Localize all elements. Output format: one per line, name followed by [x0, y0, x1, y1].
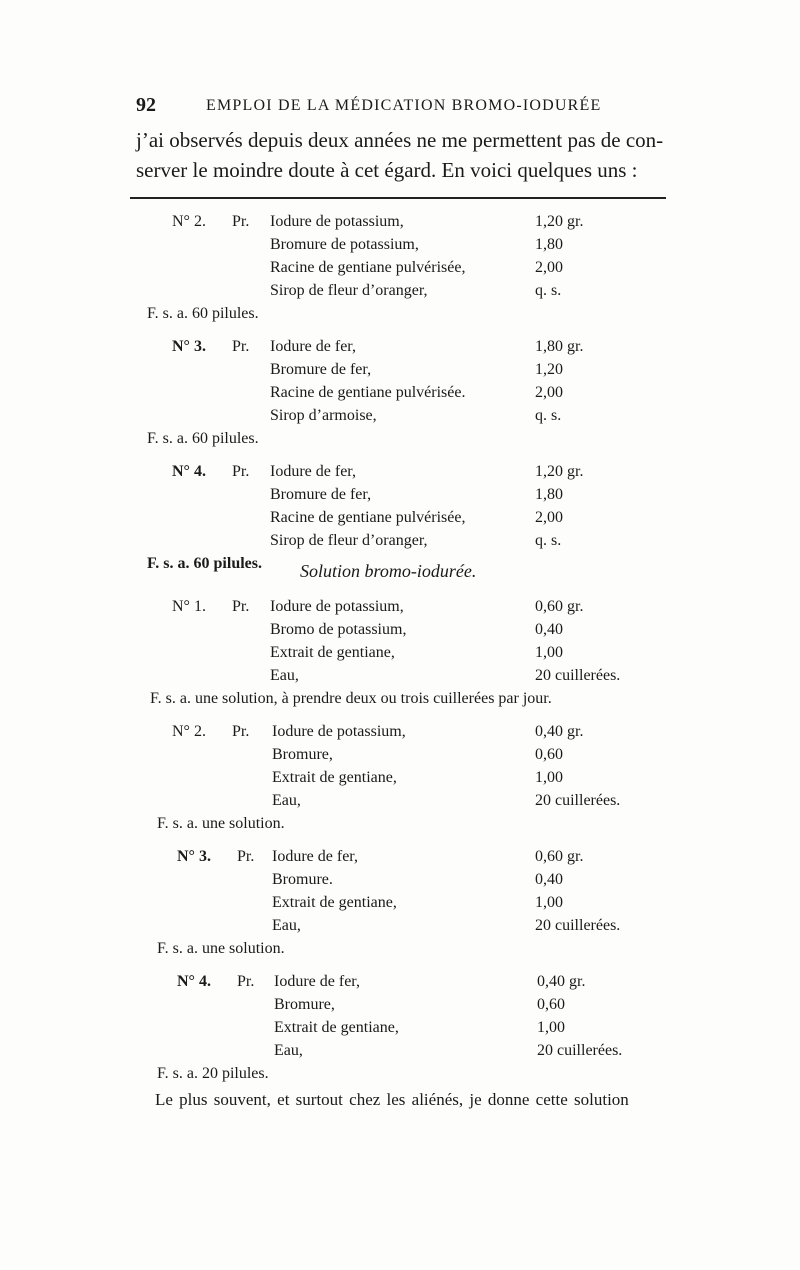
formula-instruction: F. s. a. une solution.	[157, 815, 285, 832]
formula-pr: Pr.	[232, 463, 250, 480]
closing-paragraph: Le plus souvent, et surtout chez les aliénés, je donne cette solution	[155, 1090, 629, 1109]
ingredient-name: Iodure de fer,	[270, 338, 356, 355]
formula-pr: Pr.	[232, 338, 250, 355]
formula-number: N° 2.	[172, 213, 206, 230]
ingredient-qty: 0,60 gr.	[535, 848, 584, 865]
formula-number: N° 3.	[172, 338, 206, 355]
formula-pr: Pr.	[232, 213, 250, 230]
ingredient-name: Iodure de fer,	[272, 848, 358, 865]
ingredient-qty: 1,00	[535, 644, 563, 661]
ingredient-qty: 1,80	[535, 236, 563, 253]
ingredient-qty: q. s.	[535, 532, 562, 549]
ingredient-qty: 0,40 gr.	[535, 723, 584, 740]
ingredient-qty: 2,00	[535, 509, 563, 526]
ingredient-name: Iodure de potassium,	[270, 213, 404, 230]
ingredient-qty: 1,80 gr.	[535, 338, 584, 355]
ingredient-name: Iodure de fer,	[270, 463, 356, 480]
formula-number: N° 1.	[172, 598, 206, 615]
ingredient-qty: 1,20	[535, 361, 563, 378]
formula-instruction: F. s. a. 60 pilules.	[147, 555, 262, 572]
formula-number: N° 2.	[172, 723, 206, 740]
ingredient-name: Bromure de potassium,	[270, 236, 419, 253]
ingredient-name: Extrait de gentiane,	[270, 644, 395, 661]
ingredient-qty: 20 cuillerées.	[535, 667, 621, 684]
formula-pr: Pr.	[237, 848, 255, 865]
formula-instruction: F. s. a. une solution.	[157, 940, 285, 957]
formula-instruction: F. s. a. 60 pilules.	[147, 305, 259, 322]
ingredient-name: Extrait de gentiane,	[274, 1019, 399, 1036]
page-number: 92	[136, 94, 156, 116]
formula-instruction: F. s. a. 60 pilules.	[147, 430, 259, 447]
page-header	[136, 94, 666, 120]
intro-line-2: server le moindre doute à cet égard. En voici quelques uns :	[136, 158, 638, 182]
ingredient-qty: 0,60	[535, 746, 563, 763]
ingredient-name: Bromure de fer,	[270, 361, 372, 378]
ingredient-name: Eau,	[270, 667, 299, 684]
section-subtitle: Solution bromo-iodurée.	[300, 561, 477, 581]
ingredient-qty: 0,60	[537, 996, 565, 1013]
ingredient-qty: 0,40	[535, 621, 563, 638]
ingredient-qty: 0,40 gr.	[537, 973, 586, 990]
ingredient-qty: 1,20 gr.	[535, 463, 584, 480]
ingredient-name: Racine de gentiane pulvérisée.	[270, 384, 466, 401]
running-title: EMPLOI DE LA MÉDICATION BROMO-IODURÉE	[206, 97, 602, 114]
ingredient-name: Iodure de potassium,	[270, 598, 404, 615]
ingredient-qty: 1,00	[535, 769, 563, 786]
ingredient-qty: 0,40	[535, 871, 563, 888]
formula-pr: Pr.	[232, 598, 250, 615]
ingredient-name: Bromure.	[272, 871, 333, 888]
ingredient-qty: 1,80	[535, 486, 563, 503]
ingredient-qty: 1,20 gr.	[535, 213, 584, 230]
ingredient-name: Bromo de potassium,	[270, 621, 407, 638]
formula-instruction: F. s. a. 20 pilules.	[157, 1065, 269, 1082]
ingredient-qty: q. s.	[535, 407, 562, 424]
ingredient-qty: 2,00	[535, 259, 563, 276]
intro-line-1: j’ai observés depuis deux années ne me permettent pas de con-	[136, 128, 664, 152]
ingredient-name: Racine de gentiane pulvérisée,	[270, 509, 466, 526]
ingredient-name: Extrait de gentiane,	[272, 769, 397, 786]
ingredient-qty: 1,00	[535, 894, 563, 911]
formula-pr: Pr.	[232, 723, 250, 740]
ingredient-name: Extrait de gentiane,	[272, 894, 397, 911]
ingredient-name: Iodure de fer,	[274, 973, 360, 990]
ingredient-name: Sirop d’armoise,	[270, 407, 377, 424]
ingredient-qty: q. s.	[535, 282, 562, 299]
ingredient-qty: 20 cuillerées.	[535, 792, 621, 809]
ingredient-name: Sirop de fleur d’oranger,	[270, 532, 428, 549]
section-rule	[130, 197, 666, 199]
ingredient-name: Eau,	[272, 917, 301, 934]
ingredient-name: Sirop de fleur d’oranger,	[270, 282, 428, 299]
ingredient-qty: 20 cuillerées.	[537, 1042, 623, 1059]
ingredient-name: Racine de gentiane pulvérisée,	[270, 259, 466, 276]
ingredient-qty: 20 cuillerées.	[535, 917, 621, 934]
ingredient-qty: 1,00	[537, 1019, 565, 1036]
formula-number: N° 4.	[177, 973, 211, 990]
formula-pr: Pr.	[237, 973, 255, 990]
ingredient-name: Eau,	[274, 1042, 303, 1059]
ingredient-name: Eau,	[272, 792, 301, 809]
ingredient-name: Iodure de potassium,	[272, 723, 406, 740]
ingredient-name: Bromure de fer,	[270, 486, 372, 503]
ingredient-name: Bromure,	[274, 996, 335, 1013]
formula-number: N° 3.	[177, 848, 211, 865]
ingredient-qty: 2,00	[535, 384, 563, 401]
formula-instruction: F. s. a. une solution, à prendre deux ou trois cuillerées par jour.	[150, 690, 552, 707]
ingredient-qty: 0,60 gr.	[535, 598, 584, 615]
formula-number: N° 4.	[172, 463, 206, 480]
ingredient-name: Bromure,	[272, 746, 333, 763]
